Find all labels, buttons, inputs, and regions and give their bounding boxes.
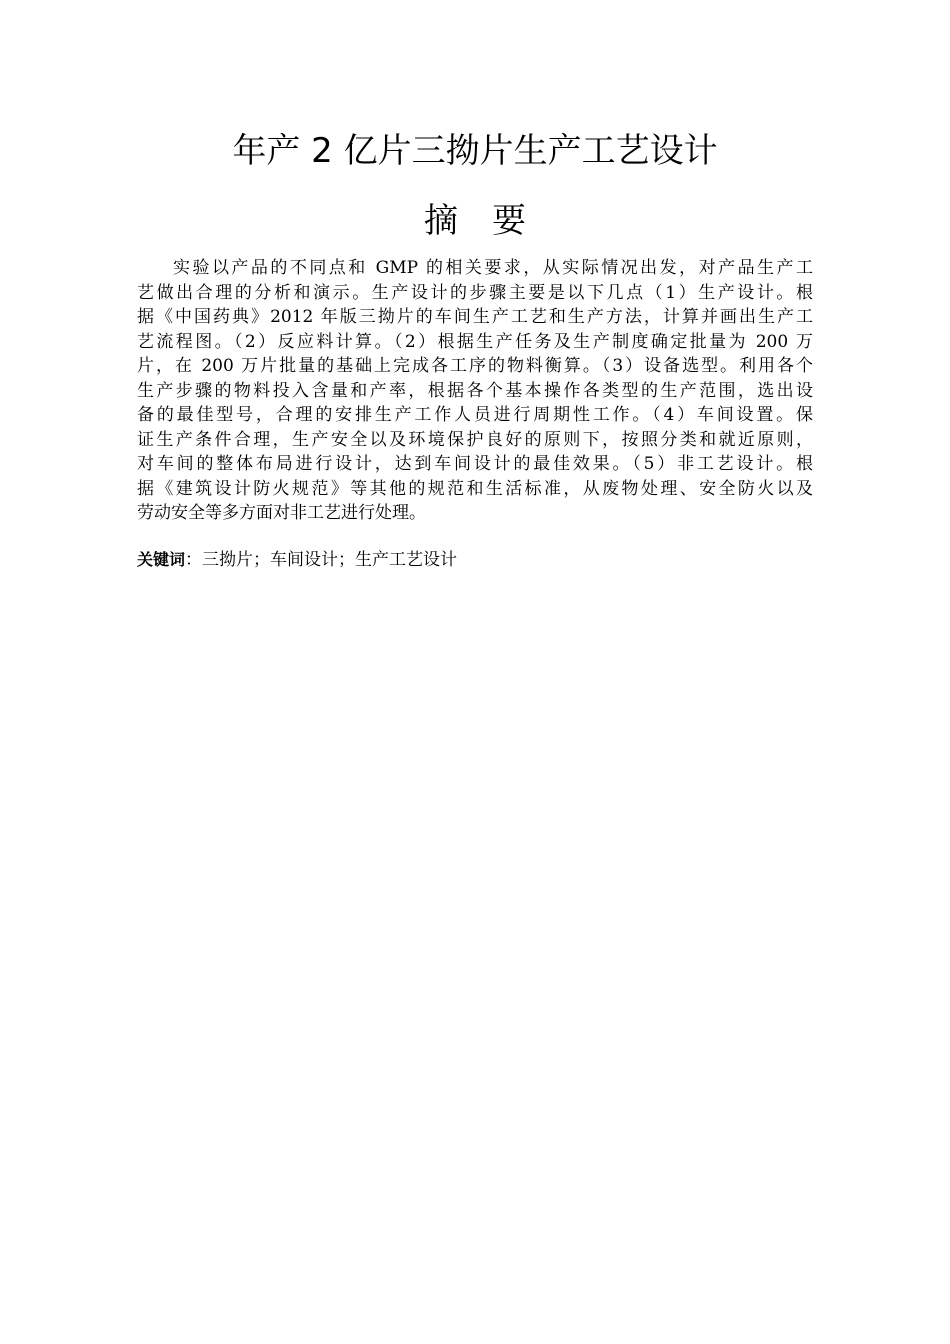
keywords-line <box>137 547 457 573</box>
abstract-heading-char-2: 要 <box>492 201 526 241</box>
abstract-line: 生产步骤的物料投入含量和产率，根据各个基本操作各类型的生产范围，选出设 <box>137 380 813 401</box>
abstract-body <box>137 256 813 526</box>
abstract-line: 对车间的整体布局进行设计，达到车间设计的最佳效果。（5）非工艺设计。根 <box>137 454 813 474</box>
abstract-line: 劳动安全等多方面对非工艺进行处理。 <box>137 503 426 523</box>
abstract-line: 据《中国药典》2012 年版三拗片的车间生产工艺和生产方法，计算并画出生产工 <box>137 307 813 327</box>
document-title: 年产 2 亿片三拗片生产工艺设计 <box>232 131 718 171</box>
keywords-label: 关键词 <box>137 550 186 569</box>
abstract-line: 据《建筑设计防火规范》等其他的规范和生活标准，从废物处理、安全防火以及 <box>137 478 813 499</box>
keywords-separator: ： <box>185 550 203 570</box>
abstract-line: 片，在 200 万片批量的基础上完成各工序的物料衡算。（3）设备选型。利用各个 <box>137 356 813 376</box>
abstract-line: 备的最佳型号，合理的安排生产工作人员进行周期性工作。（4）车间设置。保 <box>137 405 813 425</box>
abstract-line: 实验以产品的不同点和 GMP 的相关要求，从实际情况出发，对产品生产工 <box>173 258 813 278</box>
abstract-heading-char-1: 摘 <box>424 201 458 241</box>
keywords-text: 三拗片；车间设计；生产工艺设计 <box>202 550 458 570</box>
abstract-heading <box>0 197 950 245</box>
abstract-line: 艺做出合理的分析和演示。生产设计的步骤主要是以下几点（1）生产设计。根 <box>137 282 813 303</box>
abstract-line: 艺流程图。（2）反应料计算。（2）根据生产任务及生产制度确定批量为 200 万 <box>137 331 813 352</box>
abstract-line: 证生产条件合理，生产安全以及环境保护良好的原则下，按照分类和就近原则， <box>137 429 813 450</box>
